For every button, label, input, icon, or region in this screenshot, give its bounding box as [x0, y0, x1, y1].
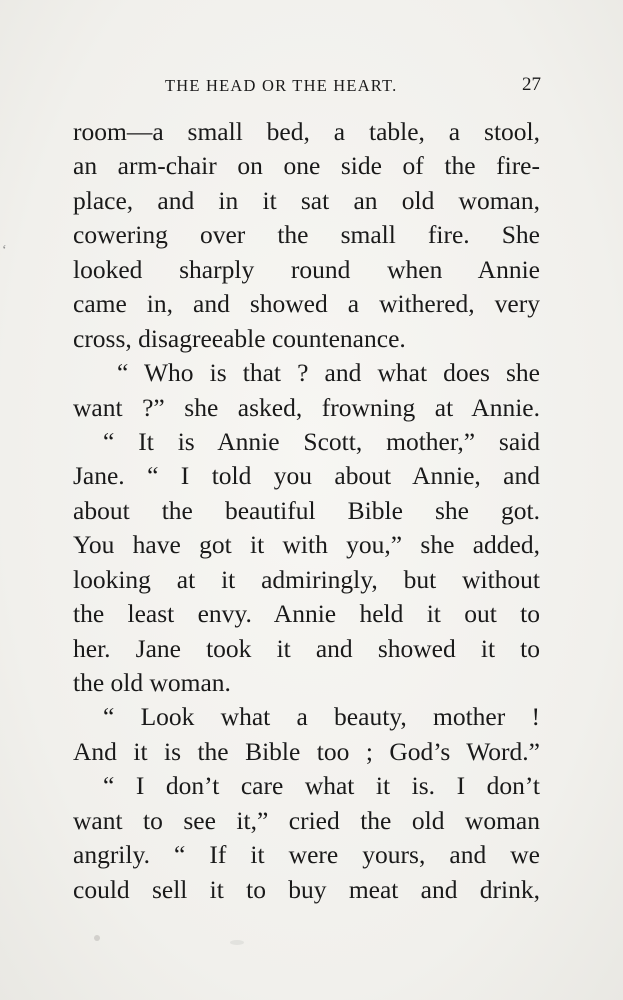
text-line: came in, and showed a withered, very: [73, 289, 540, 319]
text-line: place, and in it sat an old woman,: [73, 185, 540, 215]
text-line: cross, disagreeable countenance.: [73, 323, 406, 353]
body-text: [73, 115, 540, 907]
margin-speck-icon: ʻ: [2, 243, 7, 258]
running-title: THE HEAD OR THE HEART.: [165, 76, 398, 95]
text-line: angrily. “ If it were yours, and we: [73, 840, 540, 870]
text-line: Jane. “ I told you about Annie, and: [73, 461, 540, 491]
text-line: want to see it,” cried the old woman: [73, 805, 540, 835]
page-number: 27: [522, 74, 541, 95]
text-line: cowering over the small fire. She: [73, 220, 540, 250]
ink-spot-icon: [94, 935, 100, 941]
text-line: room—a small bed, a table, a stool,: [73, 117, 540, 146]
text-line: And it is the Bible too ; God’s Word.”: [73, 736, 540, 766]
text-line: “ It is Annie Scott, mother,” said: [103, 426, 540, 456]
text-line: want ?” she asked, frowning at Annie.: [73, 392, 540, 422]
text-line: “ Who is that ? and what does she: [117, 358, 540, 388]
paper-stain-icon: [230, 940, 244, 945]
text-line: could sell it to buy meat and drink,: [73, 874, 540, 904]
text-line: an arm-chair on one side of the fire-: [73, 151, 540, 181]
text-line: You have got it with you,” she added,: [73, 530, 540, 560]
text-line: the least envy. Annie held it out to: [73, 599, 540, 629]
text-line: “ Look what a beauty, mother !: [103, 702, 540, 732]
text-line: “ I don’t care what it is. I don’t: [103, 771, 540, 801]
page-header: [0, 76, 623, 102]
text-line: about the beautiful Bible she got.: [73, 495, 540, 525]
text-line: looking at it admiringly, but without: [73, 564, 540, 594]
text-line: the old woman.: [73, 668, 231, 697]
text-line: her. Jane took it and showed it to: [73, 633, 540, 663]
text-line: looked sharply round when Annie: [73, 254, 540, 284]
